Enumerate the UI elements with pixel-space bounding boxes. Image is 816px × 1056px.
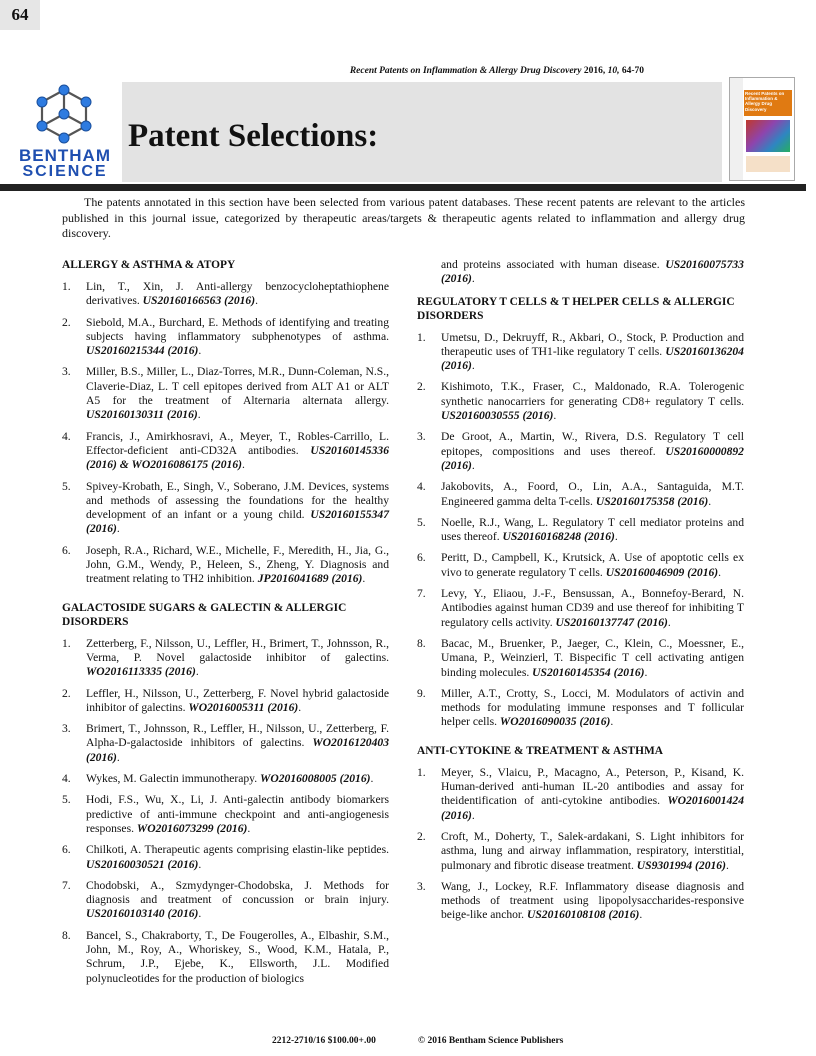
continuation-item: and proteins associated with human disease. US20160075733 (2016). (441, 258, 744, 286)
patent-item (62, 637, 389, 680)
item-text: Croft, M., Doherty, T., Salek-ardakani, S. Light inhibitors for asthma, lung and airway inflammation, respiratory, interstitial, pulmonary and fibrotic disease treatment. US9301994 (2016). (441, 829, 744, 872)
item-text: Zetterberg, F., Nilsson, U., Leffler, H., Brimert, T., Johnsson, R., Verma, P. Novel galactoside inhibitor of galectins. WO2016113335 (2016). (86, 636, 389, 679)
section-title: ANTI-CYTOKINE & TREATMENT & ASTHMA (417, 744, 663, 757)
item-text: Siebold, M.A., Burchard, E. Methods of identifying and treating subjects having inflammatory subphenotypes of asthma. US20160215344 (2016). (86, 315, 389, 358)
left-column (62, 258, 389, 1000)
item-citation: Spivey-Krobath, E., Singh, V., Soberano, J.M. Devices, systems and methods of assessing the foundations for the healthy development of an infant or a young child. (86, 479, 389, 522)
item-number: 8. (417, 636, 426, 650)
item-text: Chilkoti, A. Therapeutic agents comprising elastin-like peptides. US20160030521 (2016). (86, 843, 389, 871)
item-text: Levy, Y., Eliaou, J.-F., Bensussan, A., Bonnefoy-Berard, N. Antibodies against human CD39 and use thereof for inhibiting T regulatory cells activity. US20160137747 (2016). (441, 587, 744, 629)
item-number: 1. (62, 280, 71, 293)
item-text: Lin, T., Xin, J. Anti-allergy benzocycloheptathiophene derivatives. US20160166563 (2016). (86, 280, 389, 308)
cover-title: Recent Patents on Inflammation & Allergy Drug Discovery (744, 90, 792, 116)
patent-item (62, 879, 389, 922)
item-citation: Wang, J., Lockey, R.F. Inflammatory disease diagnosis and methods of treatment using lipopolysaccharides-responsive beige-like anchor. (441, 879, 744, 922)
item-number: 2. (62, 686, 71, 700)
patent-number: US20160168248 (2016) (502, 530, 615, 544)
item-citation: Hodi, F.S., Wu, X., Li, J. Anti-galectin antibody biomarkers predictive of anti-immune checkpoint and anti-angiogenesis responses. (86, 793, 389, 835)
item-number: 4. (417, 480, 426, 494)
journal-name: Recent Patents on Inflammation & Allergy Drug Discovery (349, 66, 582, 76)
journal-cover-thumbnail (729, 77, 795, 181)
patent-number: US20160030555 (2016) (441, 409, 554, 423)
patent-number: US20160000892 (2016) (441, 444, 744, 472)
patent-number: WO2016113335 (2016) (86, 665, 196, 679)
intro-paragraph: The patents annotated in this section have been selected from various patent databases. These recent patents are relevant to the articles published in this journal issue, categorized by therapeutic areas/targets & therapeutic agents related to inflammation and allergy drug discovery. (62, 195, 745, 240)
patent-item (417, 880, 744, 923)
item-text: Meyer, S., Vlaicu, P., Macagno, A., Peterson, P., Kisand, K. Human-derived anti-human IL-20 antibodies and assay for theidentification of anti-cytokine antibodies. WO2016001424 (2016). (441, 765, 744, 822)
item-citation: Brimert, T., Johnsson, R., Leffler, H., Nilsson, U., Zetterberg, F. Alpha-D-galactoside inhibitors of galectins. (86, 722, 389, 750)
item-text: Hodi, F.S., Wu, X., Li, J. Anti-galectin antibody biomarkers predictive of anti-immune checkpoint and anti-angiogenesis responses. WO2016073299 (2016). (86, 793, 389, 835)
item-text: Spivey-Krobath, E., Singh, V., Soberano, J.M. Devices, systems and methods of assessing the foundations for the healthy development of an infant or a young child. US20160155347 (2016). (86, 479, 389, 536)
section-title: ALLERGY & ASTHMA & ATOPY (62, 259, 236, 271)
section (62, 258, 389, 587)
item-number: 3. (417, 430, 426, 444)
patent-number: US20160046909 (2016) (605, 565, 719, 579)
item-text: Peritt, D., Campbell, K., Krutsick, A. Use of apoptotic cells ex vivo to generate regulatory T cells. US20160046909 (2016). (441, 551, 744, 579)
item-number: 5. (417, 515, 426, 529)
patent-number: WO2016008005 (2016) (260, 772, 371, 786)
patent-number: WO2016073299 (2016) (136, 821, 248, 835)
patent-item (62, 772, 389, 786)
item-number: 4. (62, 429, 71, 443)
patent-number: WO2016005311 (2016) (188, 700, 299, 714)
logo-line-2: SCIENCE (22, 163, 108, 180)
item-number: 6. (62, 543, 71, 557)
item-text: Francis, J., Amirkhosravi, A., Meyer, T., Robles-Carrillo, L. Effector-deficient anti-CD32A antibodies. US20160145336 (2016) & WO2016086175 (2016). (86, 429, 389, 472)
item-citation: Umetsu, D., Dekruyff, R., Akbari, O., Stock, P. Production and therapeutic uses of TH1-like regulatory T cells. (441, 330, 744, 358)
item-number: 7. (62, 878, 71, 892)
item-citation: Francis, J., Amirkhosravi, A., Meyer, T., Robles-Carrillo, L. Effector-deficient anti-CD32A antibodies. (86, 429, 389, 457)
item-number: 2. (417, 829, 426, 843)
patent-item (417, 430, 744, 473)
patent-item (62, 280, 389, 309)
item-text: Kishimoto, T.K., Fraser, C., Maldonado, R.A. Tolerogenic synthetic nanocarriers for generating CD8+ regulatory T cells. US20160030555 (2016). (441, 380, 744, 423)
item-number: 6. (62, 843, 71, 857)
patent-number: US20160155347 (2016) (86, 508, 389, 536)
item-number: 5. (62, 793, 71, 807)
item-text: Noelle, R.J., Wang, L. Regulatory T cell mediator proteins and uses thereof. US20160168248 (2016). (441, 515, 744, 544)
item-citation: De Groot, A., Martin, W., Rivera, D.S. Regulatory T cell epitopes, compositions and uses thereof. (441, 430, 744, 458)
item-citation: Bacac, M., Bruenker, P., Jaeger, C., Klein, C., Moessner, E., Umana, P., Weinzierl, T. Bispecific T cell activating antigen binding molecules. (441, 636, 744, 679)
patent-number: US20160130311 (2016) (86, 408, 198, 422)
item-text: Wang, J., Lockey, R.F. Inflammatory disease diagnosis and methods of treatment using lipopolysaccharides-responsive beige-like anchor. US20160108108 (2016). (441, 879, 744, 922)
header-rule (0, 184, 806, 191)
patent-number: US20160145354 (2016) (532, 665, 645, 679)
item-text: De Groot, A., Martin, W., Rivera, D.S. Regulatory T cell epitopes, compositions and uses thereof. US20160000892 (2016). (441, 430, 744, 472)
item-number: 5. (62, 479, 71, 493)
patent-number: US20160215344 (2016) (86, 344, 199, 358)
patent-number: US20160136204 (2016) (441, 344, 744, 373)
patent-item (62, 316, 389, 359)
item-citation: Bancel, S., Chakraborty, T., De Fougerolles, A., Elbashir, S.M., John, M., Roy, A., Whoriskey, S., Wood, K.M., Hatala, P., Schrum, J.P., Ejebe, K., Ellsworth, J.L. Modified polynucleotides for the production of biologics (86, 928, 389, 985)
item-number: 7. (417, 587, 426, 601)
item-citation: Kishimoto, T.K., Fraser, C., Maldonado, R.A. Tolerogenic synthetic nanocarriers for generating CD8+ regulatory T cells. (441, 380, 744, 408)
item-text: Leffler, H., Nilsson, U., Zetterberg, F. Novel hybrid galactoside inhibitor of galectins. WO2016005311 (2016). (86, 686, 389, 714)
item-citation: Meyer, S., Vlaicu, P., Macagno, A., Peterson, P., Kisand, K. Human-derived anti-human IL-20 antibodies and assay for theidentification of anti-cytokine antibodies. (441, 765, 744, 808)
patent-number: US20160103140 (2016) (86, 907, 199, 921)
patent-number: US20160108108 (2016) (526, 908, 640, 922)
patent-item (417, 587, 744, 630)
page-number: 64 (0, 0, 40, 30)
item-number: 2. (62, 315, 71, 329)
journal-pages: 64-70 (621, 66, 644, 76)
patent-item (62, 843, 389, 872)
patent-item (417, 830, 744, 873)
item-number: 9. (417, 686, 426, 700)
section-title: REGULATORY T CELLS & T HELPER CELLS & ALLERGIC DISORDERS (417, 295, 735, 322)
patent-item (62, 722, 389, 765)
patent-number: WO2016090035 (2016) (499, 715, 611, 729)
item-citation: Miller, A.T., Crotty, S., Locci, M. Modulators of activin and methods for modulating immune responses and T follicular helper cells. (441, 686, 744, 729)
patent-item (417, 551, 744, 580)
item-number: 4. (62, 772, 71, 786)
item-text: Joseph, R.A., Richard, W.E., Michelle, F., Meredith, H., Jia, G., John, G.M., Wendy, P., Heleen, S., Zheng, Y. Diagnosis and treatment relating to TH2 inhibition. JP2016041689 (2016). (86, 543, 389, 586)
item-text: Miller, A.T., Crotty, S., Locci, M. Modulators of activin and methods for modulating immune responses and T follicular helper cells. WO2016090035 (2016). (441, 686, 744, 729)
patent-item (62, 430, 389, 473)
item-citation: Leffler, H., Nilsson, U., Zetterberg, F. Novel hybrid galactoside inhibitor of galectins. (86, 686, 389, 714)
item-citation: Zetterberg, F., Nilsson, U., Leffler, H., Brimert, T., Johnsson, R., Verma, P. Novel galactoside inhibitor of galectins. (86, 636, 389, 664)
bentham-molecule-logo-icon (28, 84, 102, 146)
patent-item (417, 480, 744, 509)
journal-volume: 10, (607, 66, 620, 76)
section (62, 601, 389, 986)
patent-number: US9301994 (2016) (636, 858, 726, 872)
patent-item (62, 544, 389, 587)
patent-item (62, 480, 389, 537)
item-citation: Jakobovits, A., Foord, O., Lin, A.A., Santaguida, M.T. Engineered gamma delta T-cells. (441, 480, 744, 508)
patent-item (417, 766, 744, 823)
patent-item (417, 331, 744, 374)
footer-issn: 2212-2710/16 $100.00+.00 (272, 1036, 376, 1046)
patent-item (62, 793, 389, 836)
patent-number: WO2016120403 (2016) (86, 736, 389, 764)
item-number: 2. (417, 380, 426, 394)
patent-item (62, 365, 389, 422)
item-citation: Chilkoti, A. Therapeutic agents comprising elastin-like peptides. (86, 843, 389, 857)
journal-citation (350, 66, 644, 76)
publisher-logo (14, 147, 116, 180)
patent-number: JP2016041689 (2016) (257, 572, 363, 586)
section (417, 295, 744, 730)
patent-number: US20160175358 (2016) (595, 494, 709, 508)
section-title: GALACTOSIDE SUGARS & GALECTIN & ALLERGIC DISORDERS (62, 601, 347, 628)
item-text: Jakobovits, A., Foord, O., Lin, A.A., Santaguida, M.T. Engineered gamma delta T-cells. US20160175358 (2016). (441, 480, 744, 508)
item-text: Wykes, M. Galectin immunotherapy. WO2016008005 (2016). (86, 772, 374, 786)
item-text: Bacac, M., Bruenker, P., Jaeger, C., Klein, C., Moessner, E., Umana, P., Weinzierl, T. Bispecific T cell activating antigen binding molecules. US20160145354 (2016). (441, 636, 744, 679)
item-number: 1. (417, 330, 426, 344)
logo-line-1: BENTHAM (19, 146, 111, 165)
patent-item (417, 687, 744, 730)
item-number: 1. (417, 765, 426, 779)
item-text: Umetsu, D., Dekruyff, R., Akbari, O., Stock, P. Production and therapeutic uses of TH1-like regulatory T cells. US20160136204 (2016). (441, 330, 744, 373)
patent-item (417, 380, 744, 423)
item-citation: Miller, B.S., Miller, L., Diaz-Torres, M.R., Dunn-Coleman, N.S., Claverie-Diaz, L. T cell epitopes derived from ALT A1 or ALT A5 for the treatment of Alternaria alternata allergy. (86, 365, 389, 408)
item-text: Chodobski, A., Szmydynger-Chodobska, J. Methods for diagnosis and treatment of concussion or brain injury. US20160103140 (2016). (86, 878, 389, 921)
patent-number: US20160030521 (2016) (86, 857, 199, 871)
item-number: 8. (62, 928, 71, 942)
patent-number: WO2016001424 (2016) (441, 794, 744, 822)
patent-item (62, 687, 389, 716)
patent-number: US20160137747 (2016) (555, 615, 668, 629)
patent-number: US20160145336 (2016) & WO2016086175 (2016) (86, 443, 389, 472)
item-citation: Chodobski, A., Szmydynger-Chodobska, J. Methods for diagnosis and treatment of concussion or brain injury. (86, 878, 389, 907)
item-text (86, 929, 389, 986)
item-citation: Siebold, M.A., Burchard, E. Methods of identifying and treating subjects having inflammatory subphenotypes of asthma. (86, 315, 389, 343)
journal-year: 2016, (583, 66, 606, 76)
item-citation: Croft, M., Doherty, T., Salek-ardakani, S. Light inhibitors for asthma, lung and airway inflammation, respiratory, interstitial, pulmonary and fibrotic disease treatment. (441, 829, 744, 872)
item-number: 6. (417, 551, 426, 565)
item-citation: Peritt, D., Campbell, K., Krutsick, A. Use of apoptotic cells ex vivo to generate regulatory T cells. (441, 551, 744, 579)
patent-number: US20160166563 (2016) (142, 294, 256, 308)
item-citation: Noelle, R.J., Wang, L. Regulatory T cell mediator proteins and uses thereof. (441, 515, 744, 544)
item-number: 3. (62, 365, 71, 379)
item-number: 3. (417, 879, 426, 893)
item-number: 3. (62, 722, 71, 736)
page-title: Patent Selections: (128, 118, 379, 154)
patent-item (417, 516, 744, 545)
right-column (417, 258, 744, 937)
item-citation: Joseph, R.A., Richard, W.E., Michelle, F., Meredith, H., Jia, G., John, G.M., Wendy, P., Heleen, S., Zheng, Y. Diagnosis and treatment relating to TH2 inhibition. (86, 543, 389, 586)
item-citation: Lin, T., Xin, J. Anti-allergy benzocycloheptathiophene derivatives. (86, 280, 389, 308)
item-number: 1. (62, 636, 71, 650)
section (417, 744, 744, 923)
patent-item (62, 929, 389, 986)
item-citation: Wykes, M. Galectin immunotherapy. (86, 772, 258, 786)
item-citation: Levy, Y., Eliaou, J.-F., Bensussan, A., Bonnefoy-Berard, N. Antibodies against human CD39 and use thereof for inhibiting T regulatory cells activity. (441, 587, 744, 629)
item-text: Miller, B.S., Miller, L., Diaz-Torres, M.R., Dunn-Coleman, N.S., Claverie-Diaz, L. T cell epitopes derived from ALT A1 or ALT A5 for the treatment of Alternaria alternata allergy. US20160130311 (2016). (86, 365, 389, 422)
footer-copyright: © 2016 Bentham Science Publishers (418, 1036, 564, 1046)
item-text: Brimert, T., Johnsson, R., Leffler, H., Nilsson, U., Zetterberg, F. Alpha-D-galactoside inhibitors of galectins. WO2016120403 (2016). (86, 722, 389, 764)
patent-item (417, 637, 744, 680)
